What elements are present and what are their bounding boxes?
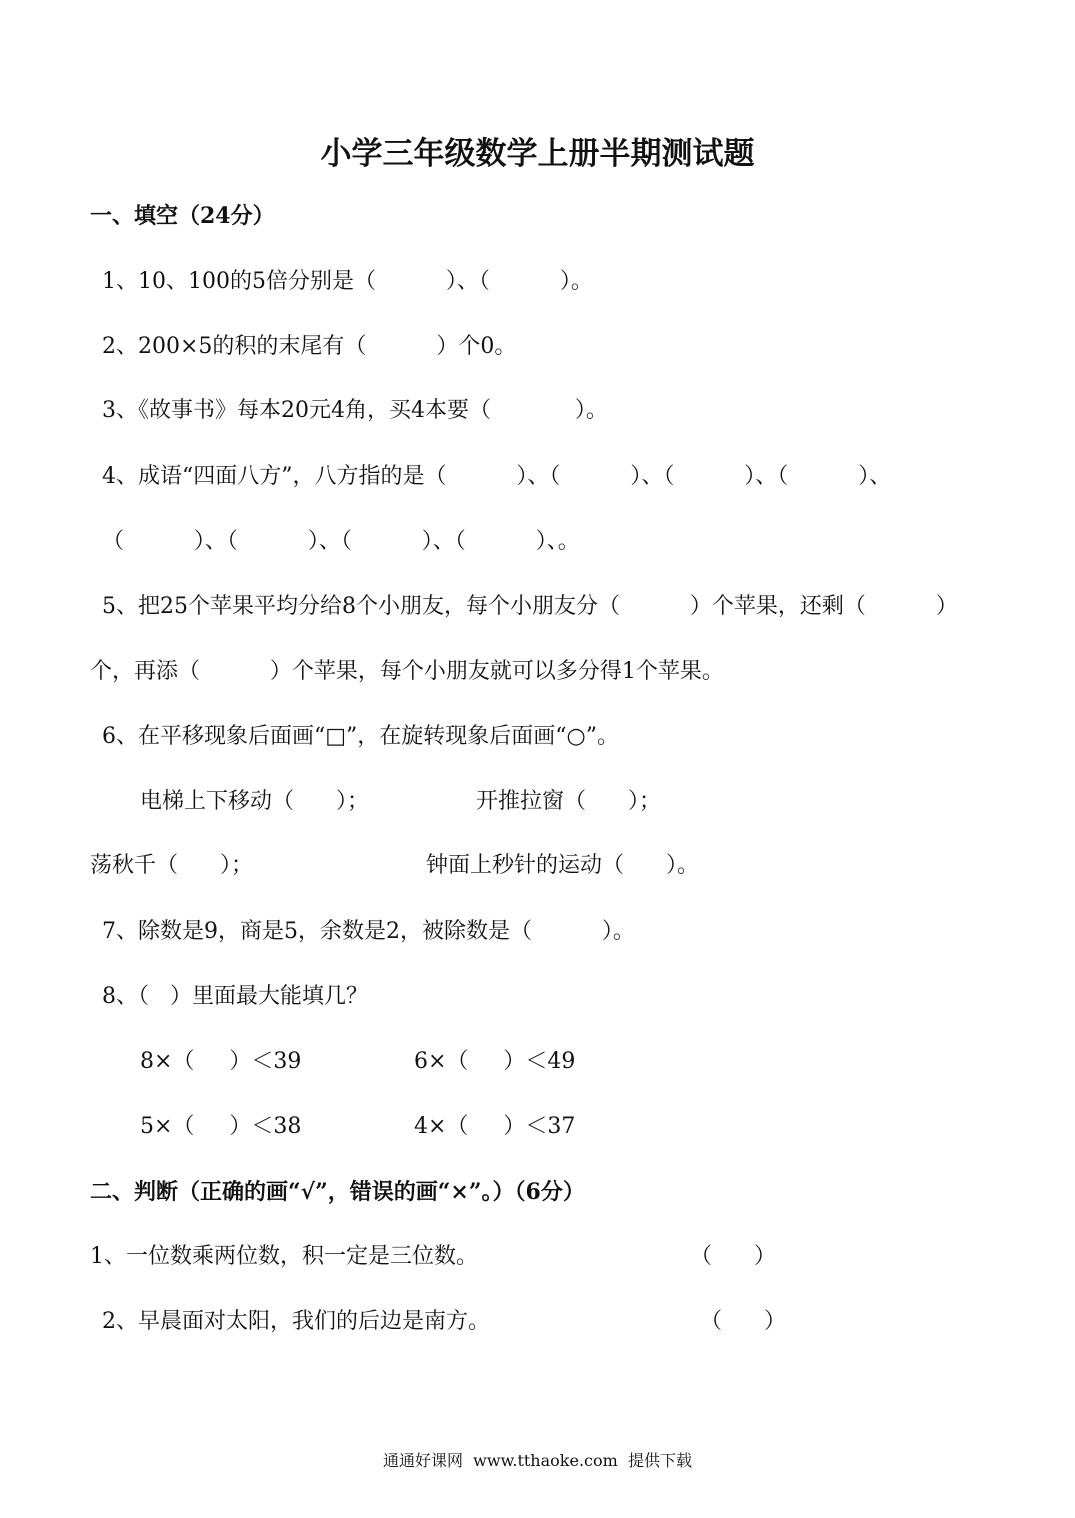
question-7: 7、除数是9，商是5，余数是2，被除数是（ ）。 [102,919,635,944]
question-5-line-1: 5、把25个苹果平均分给8个小朋友，每个小朋友分（ ）个苹果，还剩（ ） [102,594,958,619]
section-heading-judge: 二、判断（正确的画“√”，错误的画“×”。）（6分） [90,1179,585,1205]
question-8: 8、（ ）里面最大能填几？ [102,984,368,1009]
question-6-item-c: 荡秋千（ ）； [90,853,253,878]
page-title: 小学三年级数学上册半期测试题 [320,136,755,172]
question-6-item-b: 开推拉窗（ ）； [476,789,661,814]
judge-answer-2: （ ） [700,1309,786,1334]
question-2: 2、200×5的积的末尾有（ ）个0。 [102,334,517,359]
question-6-item-d: 钟面上秒针的运动（ ）。 [426,853,699,878]
question-3: 3、《故事书》每本20元4角，买4本要（ ）。 [102,398,608,423]
judge-answer-1: （ ） [690,1244,776,1269]
question-8-item-c: 5×（ ）＜38 [140,1114,302,1139]
question-6: 6、在平移现象后面画“□”，在旋转现象后面画“○”。 [102,724,619,749]
question-8-item-a: 8×（ ）＜39 [140,1049,302,1074]
section-heading-fill-blank: 一、填空（24分） [90,203,275,229]
question-6-item-a: 电梯上下移动（ ）； [140,789,369,814]
question-8-item-d: 4×（ ）＜37 [414,1114,576,1139]
judge-question-2: 2、早晨面对太阳，我们的后边是南方。 [102,1309,490,1334]
question-4-line-2: （ ）、（ ）、（ ）、（ ）、。 [102,529,580,554]
question-1: 1、10、100的5倍分别是（ ）、（ ）。 [102,269,593,294]
judge-question-1: 1、一位数乘两位数，积一定是三位数。 [90,1244,478,1269]
question-5-line-2: 个，再添（ ）个苹果，每个小朋友就可以多分得1个苹果。 [90,659,724,684]
footer-credit: 通通好课网 www.tthaoke.com 提供下载 [383,1451,692,1470]
question-8-item-b: 6×（ ）＜49 [414,1049,576,1074]
question-4-line-1: 4、成语“四面八方”，八方指的是（ ）、（ ）、（ ）、（ ）、 [102,464,892,489]
